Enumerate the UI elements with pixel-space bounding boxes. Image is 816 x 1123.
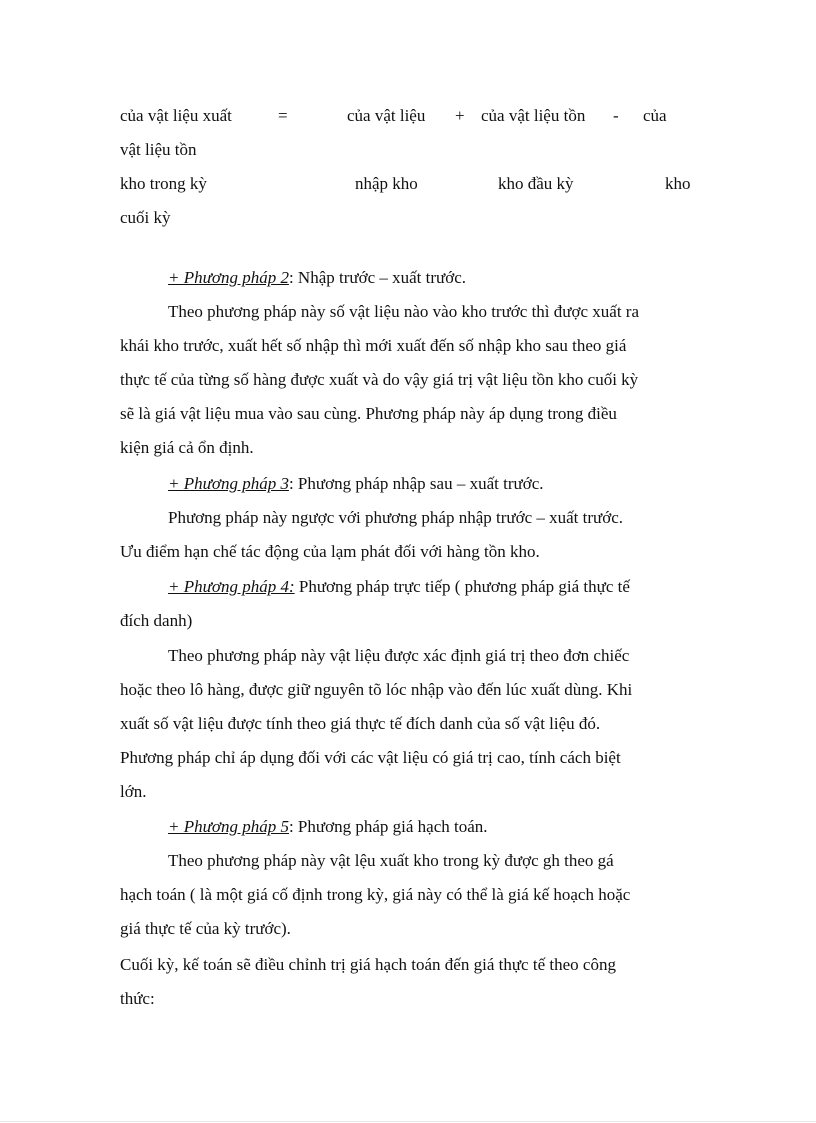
method2-paragraph-line: sẽ là giá vật liệu mua vào sau cùng. Phương pháp này áp dụng trong điều [120,404,617,423]
method2-title: : Nhập trước – xuất trước. [288,268,467,287]
formula-col2-row3: nhập kho [355,174,418,193]
method2-label: + Phương pháp 2 [168,268,289,287]
method4-paragraph-line: Theo phương pháp này vật liệu được xác định giá trị theo đơn chiếc [168,646,630,665]
formula-col4-row1: của [643,106,667,125]
method4-heading [168,577,630,597]
method2-heading [168,268,466,288]
method5-title: : Phương pháp giá hạch toán. [288,817,488,836]
method5-paragraph-line: hạch toán ( là một giá cố định trong kỳ, giá này có thể là giá kế hoạch hoặc [120,885,631,904]
formula-minus-sign: - [613,106,619,125]
formula-row4-text: cuối kỳ [120,208,171,227]
method4-paragraph-line: hoặc theo lô hàng, được giữ nguyên tõ lóc nhập vào đến lúc xuất dùng. Khi [120,680,633,699]
formula-plus-sign: + [455,106,465,125]
method4-title: Phương pháp trực tiếp ( phương pháp giá thực tế [294,577,630,596]
method2-paragraph-line: thực tế của từng số hàng được xuất và do vậy giá trị vật liệu tồn kho cuối kỳ [120,370,639,389]
formula-row2-text: vật liệu tồn [120,140,197,159]
method4-label: + Phương pháp 4: [168,577,295,596]
method5-heading [168,817,488,837]
method3-paragraph-line: Phương pháp này ngược với phương pháp nhập trước – xuất trước. [168,508,624,527]
method3-heading [168,474,544,494]
formula-col4-row3: kho [665,174,691,193]
formula-col3-row3: kho đầu kỳ [498,174,574,193]
formula-col3-row1: của vật liệu tồn [481,106,586,125]
method5-label: + Phương pháp 5 [168,817,289,836]
method4-paragraph-line: Phương pháp chỉ áp dụng đối với các vật liệu có giá trị cao, tính cách biệt [120,748,621,767]
method3-paragraph-line: Ưu điểm hạn chế tác động của lạm phát đối với hàng tồn kho. [120,542,540,561]
method5-paragraph-line: giá thực tế của kỳ trước). [120,919,291,938]
method2-paragraph-line: kiện giá cả ổn định. [120,438,254,457]
formula-col2-row1: của vật liệu [347,106,426,125]
method5-paragraph-line: Theo phương pháp này vật lệu xuất kho trong kỳ được gh theo gá [168,851,614,870]
method3-title: : Phương pháp nhập sau – xuất trước. [288,474,544,493]
closing-paragraph-line: thức: [120,989,155,1008]
method3-label: + Phương pháp 3 [168,474,289,493]
method2-paragraph-line: khái kho trước, xuất hết số nhập thì mới xuất đến số nhập kho sau theo giá [120,336,627,355]
method4-paragraph-line: xuất số vật liệu được tính theo giá thực tế đích danh của số vật liệu đó. [120,714,601,733]
method2-paragraph-line: Theo phương pháp này số vật liệu nào vào kho trước thì được xuất ra [168,302,639,321]
method4-title-continuation: đích danh) [120,611,193,630]
formula-col1-row3: kho trong kỳ [120,174,207,193]
formula-equals-sign: = [278,106,288,125]
formula-col1-row1: của vật liệu xuất [120,106,232,125]
method4-paragraph-line: lớn. [120,782,147,801]
closing-paragraph-line: Cuối kỳ, kế toán sẽ điều chỉnh trị giá hạch toán đến giá thực tế theo công [120,955,616,974]
page-bottom-divider [0,1121,816,1122]
